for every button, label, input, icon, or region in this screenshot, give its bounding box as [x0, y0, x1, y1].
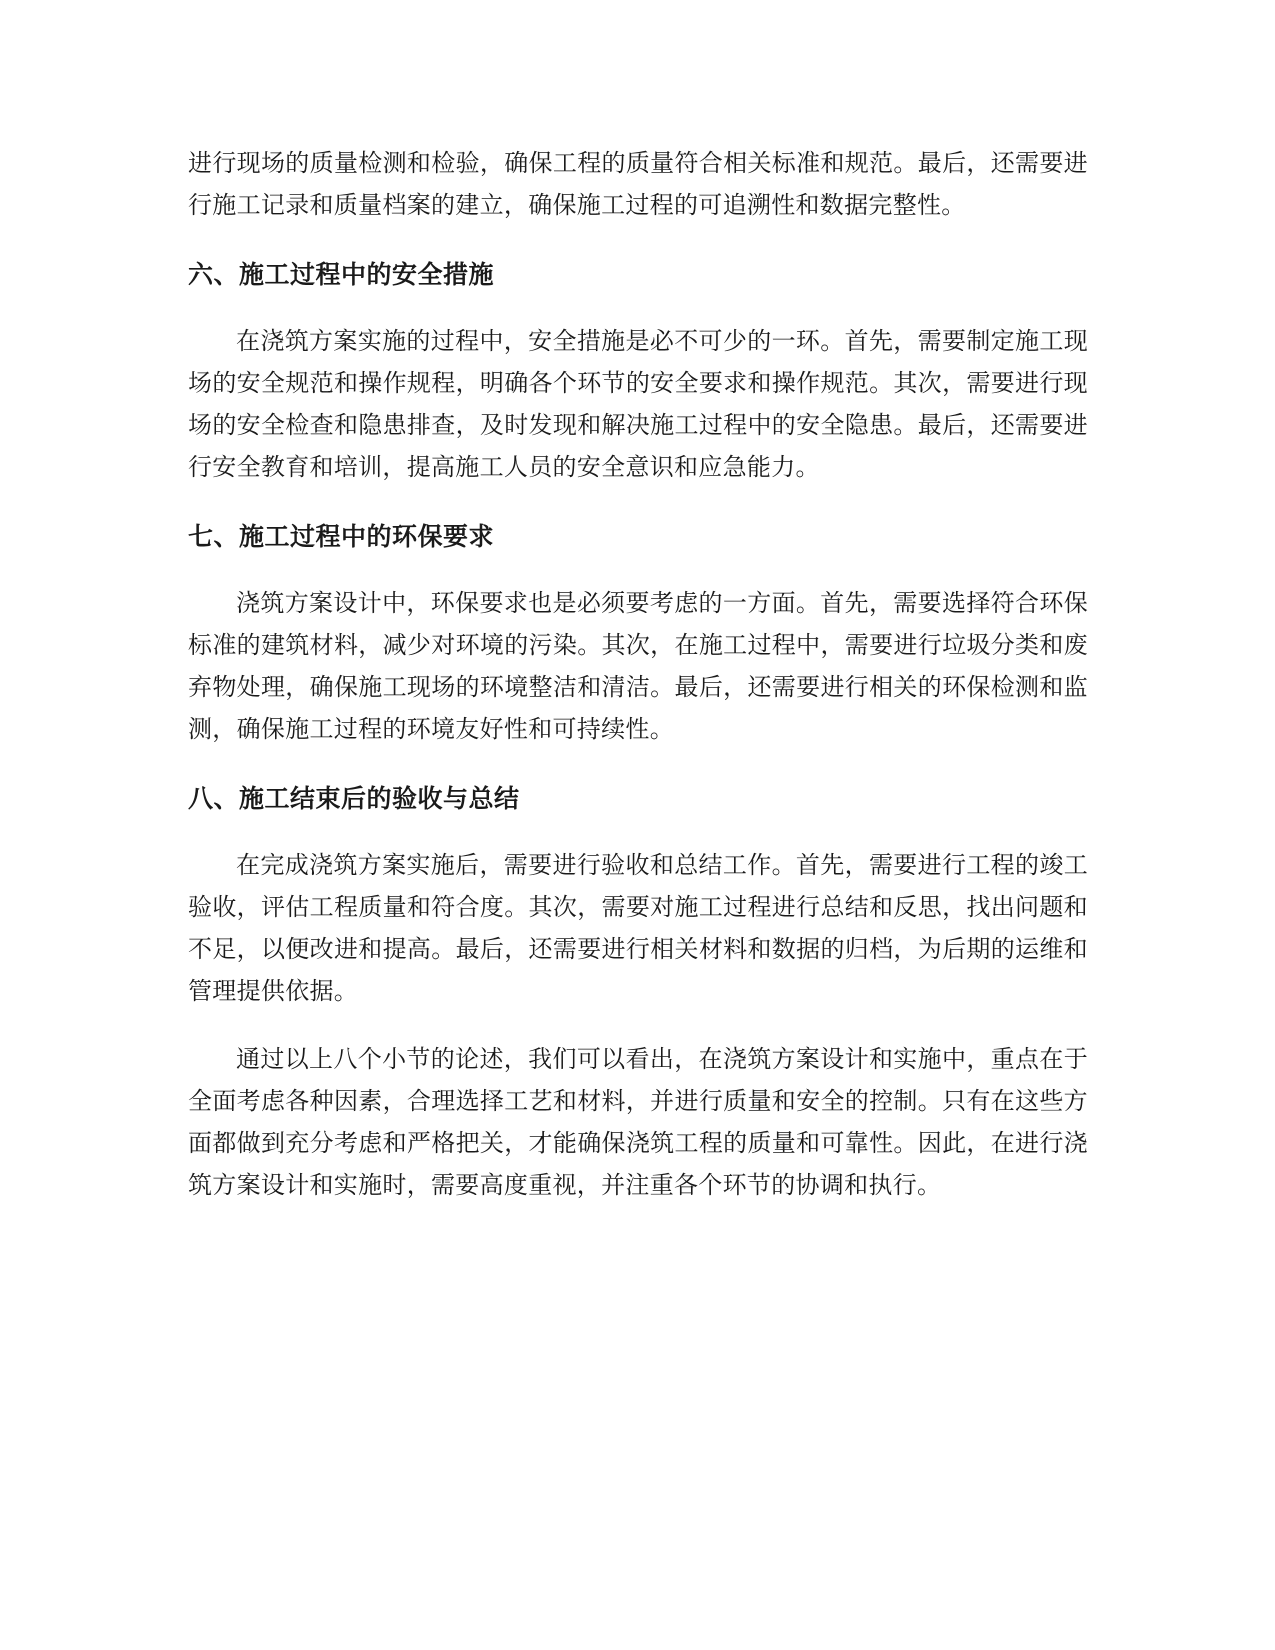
section-heading-safety: 六、施工过程中的安全措施: [188, 260, 495, 289]
intro-paragraph: 进行现场的质量检测和检验，确保工程的质量符合相关标准和规范。最后，还需要进行施工记录和质量档案的建立，确保施工过程的可追溯性和数据完整性。: [188, 149, 1088, 219]
document-page: [188, 142, 1088, 1206]
conclusion-paragraph: 通过以上八个小节的论述，我们可以看出，在浇筑方案设计和实施中，重点在于全面考虑各种因素，合理选择工艺和材料，并进行质量和安全的控制。只有在这些方面都做到充分考虑和严格把关，才能确保浇筑工程的质量和可靠性。因此，在进行浇筑方案设计和实施时，需要高度重视，并注重各个环节的协调和执行。: [188, 1045, 1088, 1199]
section-heading-environment: 七、施工过程中的环保要求: [188, 522, 495, 551]
section-paragraph-acceptance: 在完成浇筑方案实施后，需要进行验收和总结工作。首先，需要进行工程的竣工验收，评估工程质量和符合度。其次，需要对施工过程进行总结和反思，找出问题和不足，以便改进和提高。最后，还需要进行相关材料和数据的归档，为后期的运维和管理提供依据。: [188, 851, 1088, 1005]
section-paragraph-safety: 在浇筑方案实施的过程中，安全措施是必不可少的一环。首先，需要制定施工现场的安全规范和操作规程，明确各个环节的安全要求和操作规范。其次，需要进行现场的安全检查和隐患排查，及时发现和解决施工过程中的安全隐患。最后，还需要进行安全教育和培训，提高施工人员的安全意识和应急能力。: [188, 327, 1088, 481]
section-paragraph-environment: 浇筑方案设计中，环保要求也是必须要考虑的一方面。首先，需要选择符合环保标准的建筑材料，减少对环境的污染。其次，在施工过程中，需要进行垃圾分类和废弃物处理，确保施工现场的环境整洁和清洁。最后，还需要进行相关的环保检测和监测，确保施工过程的环境友好性和可持续性。: [188, 589, 1088, 743]
section-heading-acceptance: 八、施工结束后的验收与总结: [188, 784, 520, 813]
